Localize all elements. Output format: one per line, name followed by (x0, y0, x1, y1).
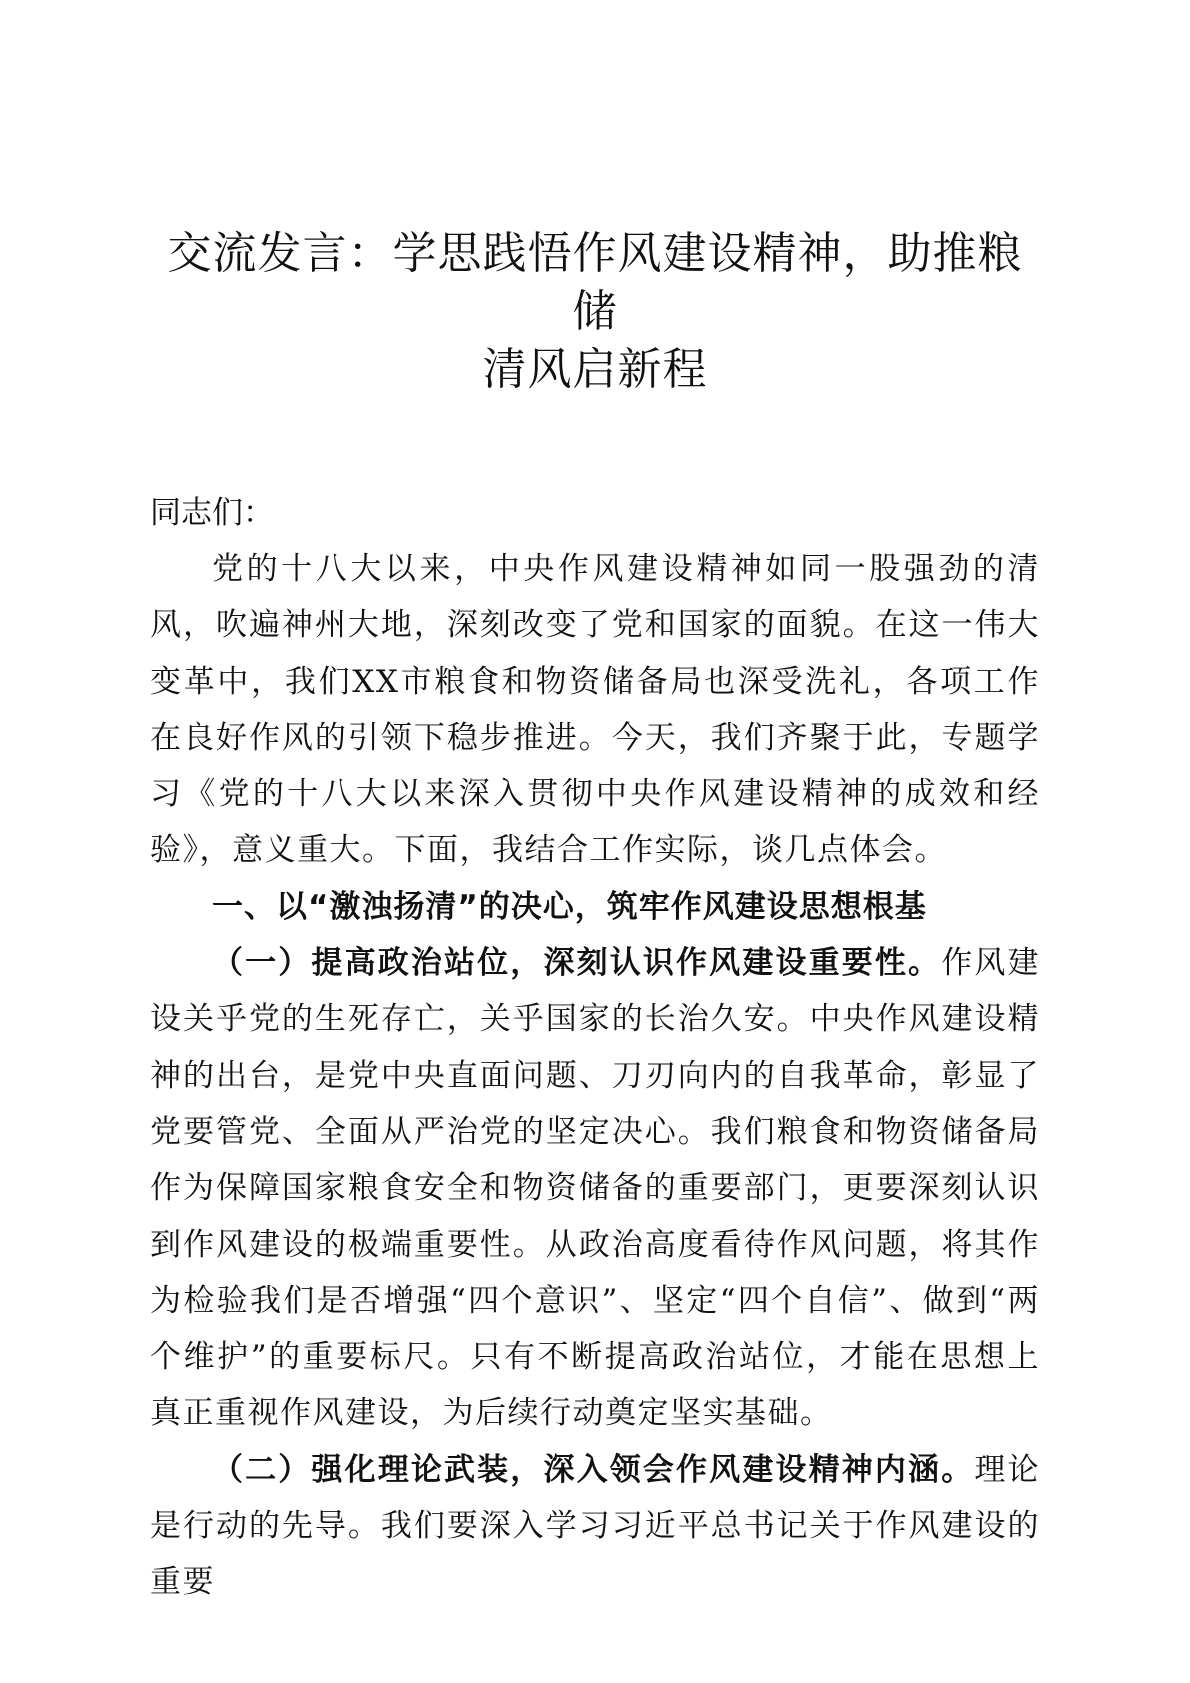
subsection-text-2: 理论是行动的先导。我们要深入学习习近平总书记关于作风建设的重要 (150, 1451, 1041, 1601)
section-heading-1: 一、以“激浊扬清”的决心，筑牢作风建设思想根基 (212, 888, 927, 925)
subsection-text-1: 作风建设关乎党的生死存亡，关乎国家的长治久安。中央作风建设精神的出台，是党中央直面问题、刀刃向内的自我革命，彰显了党要管党、全面从严治党的坚定决心。我们粮食和物资储备局作为保障国家粮食安全和物资储备的重要部门，更要深刻认识到作风建设的极端重要性。从政治高度看待作风问题，将其作为检验我们是否增强“四个意识”、坚定“四个自信”、做到“两个维护”的重要标尺。只有不断提高政治站位，才能在思想上真正重视作风建设，为后续行动奠定坚实基础。 (150, 945, 1041, 1432)
document-page (150, 225, 1040, 1611)
subsection-paragraph-2 (150, 1442, 1040, 1611)
subsection-lead-2: （二）强化理论武装，深入领会作风建设精神内涵。 (212, 1451, 975, 1488)
title-line-1: 交流发言：学思践悟作风建设精神，助推粮储 (167, 228, 1023, 337)
title-line-2: 清风启新程 (482, 344, 708, 395)
salutation: 同志们： (150, 495, 274, 531)
subsection-lead-1: （一）提高政治站位，深刻认识作风建设重要性。 (212, 945, 942, 982)
subsection-paragraph-1 (150, 935, 1040, 1442)
document-title (150, 225, 1040, 399)
intro-paragraph: 党的十八大以来，中央作风建设精神如同一股强劲的清风，吹遍神州大地，深刻改变了党和国家的面貌。在这一伟大变革中，我们XX市粮食和物资储备局也深受洗礼，各项工作在良好作风的引领下稳步推进。今天，我们齐聚于此，专题学习《党的十八大以来深入贯彻中央作风建设精神的成效和经验》，意义重大。下面，我结合工作实际，谈几点体会。 (150, 551, 1040, 869)
